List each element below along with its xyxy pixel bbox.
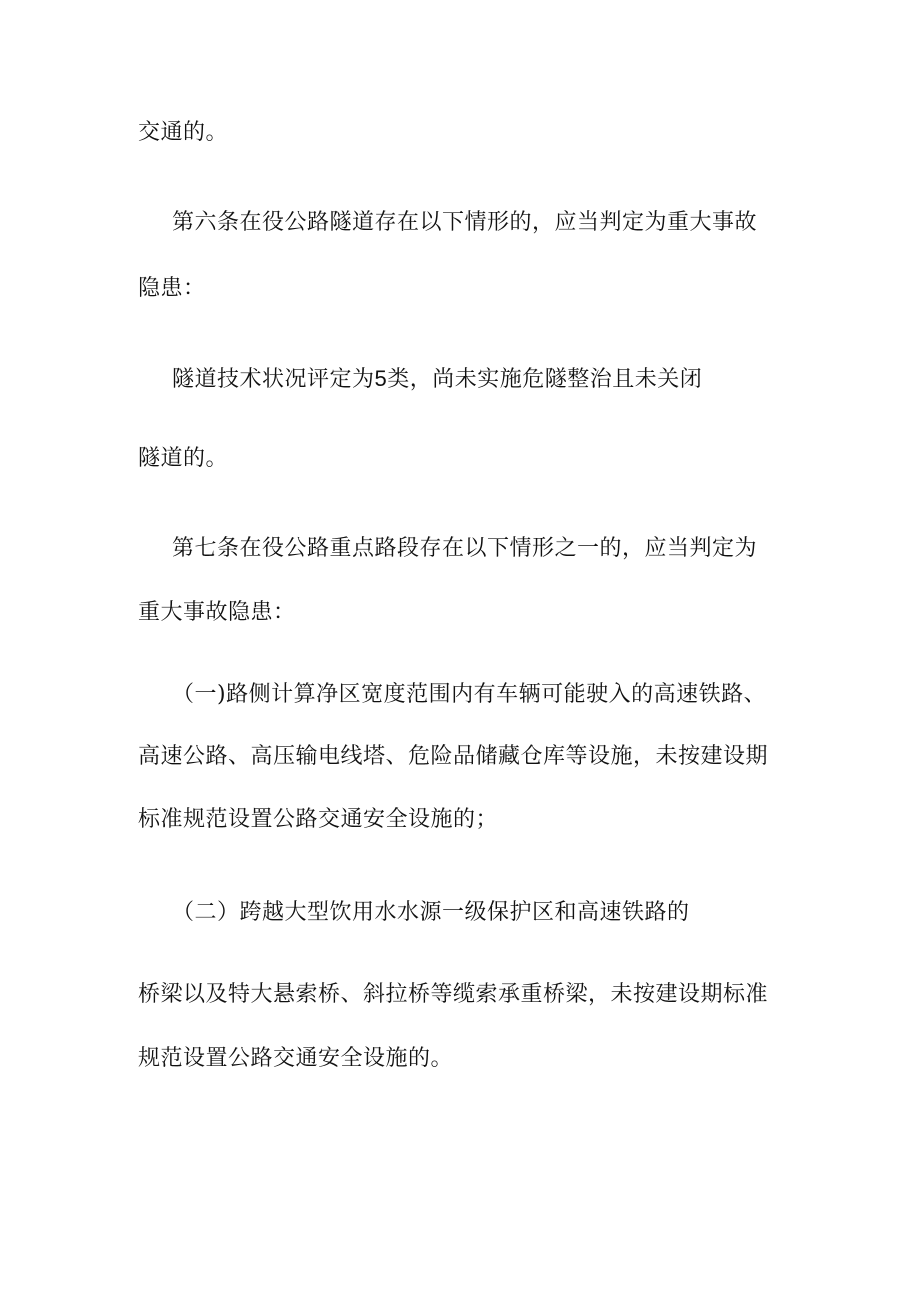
text-line: 第六条在役公路隧道存在以下情形的，应当判定为重大事故 (172, 210, 758, 235)
text-line: 重大事故隐患： (138, 600, 296, 625)
text-segment: 类，尚未实施危隧整治且未关闭 (387, 367, 703, 392)
text-line (172, 364, 702, 395)
text-line: 标准规范设置公路交通安全设施的； (138, 807, 499, 832)
text-line: （二）跨越大型饮用水水源一级保护区和高速铁路的 (172, 900, 690, 925)
text-line: 隐患： (138, 276, 206, 301)
text-line: 桥梁以及特大悬索桥、斜拉桥等缆索承重桥梁，未按建设期标准 (138, 982, 769, 1007)
text-line: 交通的。 (138, 120, 229, 145)
text-line: 隧道的。 (138, 446, 229, 471)
text-line: （一)路侧计算净区宽度范围内有车辆可能驶入的高速铁路、 (172, 682, 767, 707)
text-line: 第七条在役公路重点路段存在以下情形之一的，应当判定为 (172, 536, 758, 561)
text-line: 高速公路、高压输电线塔、危险品储藏仓库等设施，未按建设期 (138, 744, 769, 769)
number-text: 5 (374, 366, 388, 391)
text-segment: 隧道技术状况评定为 (172, 367, 375, 392)
text-line: 规范设置公路交通安全设施的。 (138, 1046, 454, 1071)
